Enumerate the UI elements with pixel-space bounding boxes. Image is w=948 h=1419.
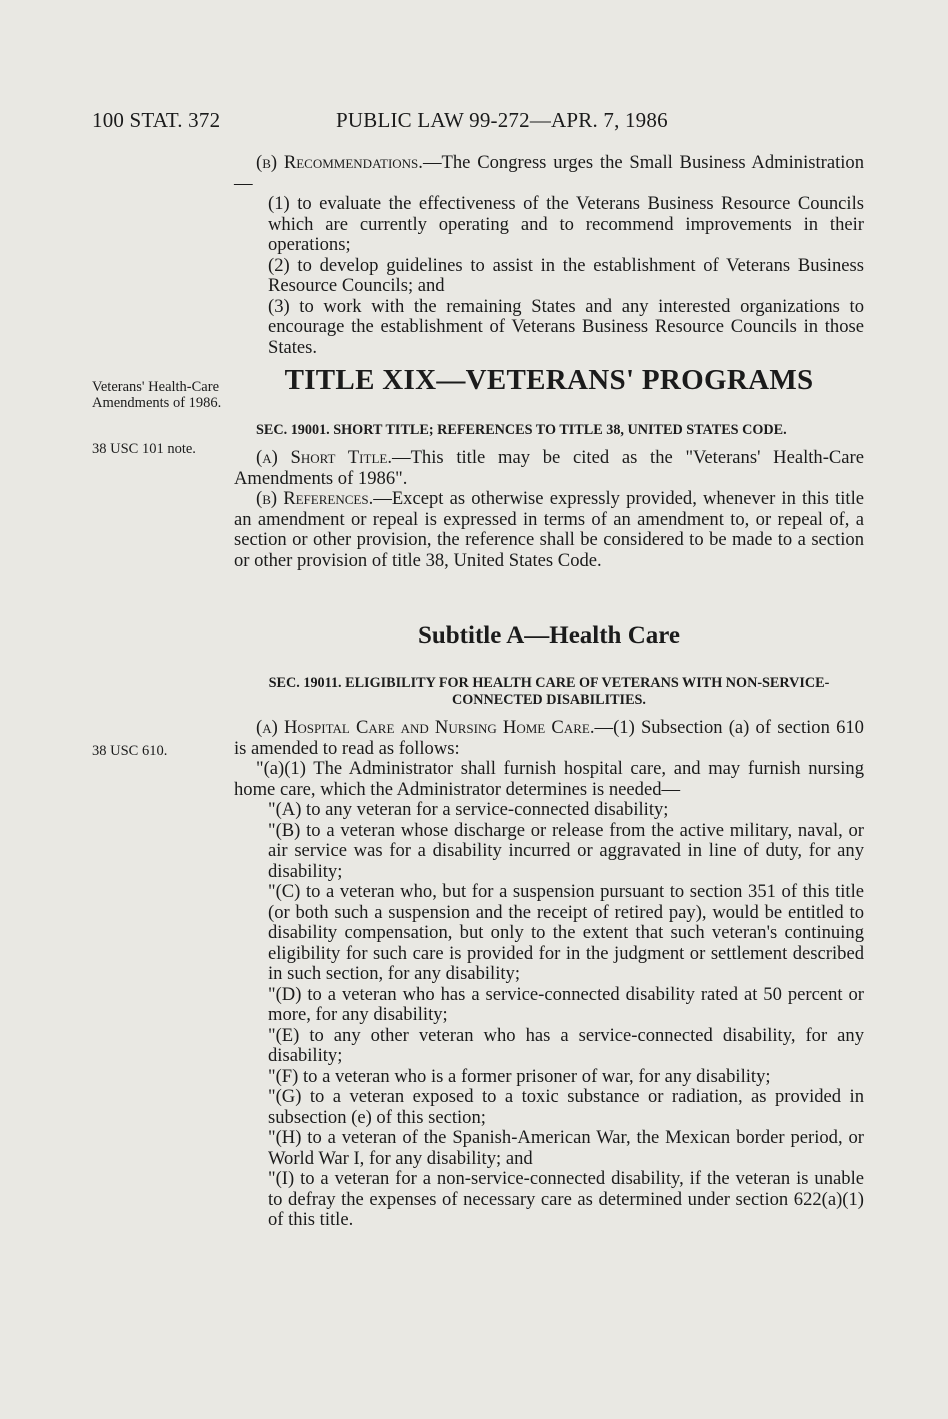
eligibility-item-i: "(I) to a veteran for a non-service-connected disability, if the veteran is unable to defray the expenses of necessary care as determined under section 622(a)(1) of this title. — [268, 1168, 864, 1230]
title-xix-heading: TITLE XIX—VETERANS' PROGRAMS — [284, 364, 814, 396]
margin-note-38-usc-610: 38 USC 610. — [92, 743, 168, 759]
recommendation-item: (3) to work with the remaining States and any interested organizations to encourage the establishment of Veterans Business Resource Councils in those States. — [268, 295, 864, 358]
sec-19011-quote-intro: "(a)(1) The Administrator shall furnish hospital care, and may furnish nursing home care, which the Administrator determines is needed— — [234, 758, 864, 800]
sec-19001-b — [234, 489, 864, 571]
eligibility-item-d: "(D) to a veteran who has a service-connected disability rated at 50 percent or more, for any disability; — [268, 983, 864, 1025]
subtitle-a-heading: Subtitle A—Health Care — [417, 622, 681, 649]
recommendation-item: (2) to develop guidelines to assist in the establishment of Veterans Business Resource Councils; and — [268, 254, 864, 296]
sec-19001-a-text: —This title may be cited as the "Veterans' Health-Care Amendments of 1986". — [234, 447, 864, 489]
recommendations-block — [234, 153, 864, 358]
sec-19011-block — [234, 675, 864, 1231]
recommendation-item: (1) to evaluate the effectiveness of the Veterans Business Resource Councils which are currently operating and to recommend improvements in their operations; — [268, 193, 864, 255]
sec-19001-a — [234, 448, 864, 489]
recommendations-intro-text: —The Congress urges the Small Business Administration— — [234, 152, 865, 194]
sec-19001-a-label: (a) Short Title. — [256, 447, 392, 468]
eligibility-item-h: "(H) to a veteran of the Spanish-American War, the Mexican border period, or World War I, for any disability; and — [268, 1127, 864, 1169]
page-running-head: PUBLIC LAW 99-272—APR. 7, 1986 — [336, 108, 668, 132]
sec-19001-block — [234, 422, 864, 571]
sec-19011-a — [234, 718, 864, 759]
eligibility-item-f: "(F) to a veteran who is a former prisoner of war, for any disability; — [268, 1065, 771, 1087]
margin-note-veterans-amendments: Veterans' Health-Care Amendments of 1986. — [92, 379, 222, 411]
eligibility-item-b: "(B) to a veteran whose discharge or release from the active military, naval, or air service was for a disability incurred or aggravated in line of duty, for any disability; — [268, 819, 864, 882]
page-stat-citation: 100 STAT. 372 — [92, 108, 221, 132]
sec-19011-a-text: —(1) Subsection (a) of section 610 is amended to read as follows: — [234, 717, 864, 759]
sec-19001-b-text: —Except as otherwise expressly provided, whenever in this title an amendment or repeal is expressed in terms of an amendment to, or repeal of, a section or other provision, the reference shall be considered to be made to a section or other provision of title 38, United States Code. — [234, 488, 864, 571]
eligibility-item-g: "(G) to a veteran exposed to a toxic substance or radiation, as provided in subsection (e) of this section; — [268, 1086, 864, 1128]
sec-19001-b-label: (b) References. — [256, 488, 374, 509]
sec-19011-a-label: (a) Hospital Care and Nursing Home Care. — [256, 717, 595, 738]
recommendations-intro — [234, 153, 864, 194]
sec-19001-heading: SEC. 19001. SHORT TITLE; REFERENCES TO TITLE 38, UNITED STATES CODE. — [256, 422, 787, 438]
recommendations-label: (b) Recommendations. — [256, 152, 423, 173]
sec-19011-heading: SEC. 19011. ELIGIBILITY FOR HEALTH CARE OF VETERANS WITH NON-SERVICE-CONNECTED DISABILITIES. — [268, 675, 830, 708]
eligibility-item-c: "(C) to a veteran who, but for a suspension pursuant to section 351 of this title (or both such a suspension and the receipt of retired pay), would be entitled to disability compensation, but only to the extent that such veteran's continuing eligibility for such care is provided for in the judgment or settlement described in such section, for any disability; — [268, 881, 864, 984]
margin-note-38-usc-101: 38 USC 101 note. — [92, 441, 196, 457]
eligibility-item-a: "(A) to any veteran for a service-connected disability; — [268, 799, 669, 820]
eligibility-item-e: "(E) to any other veteran who has a service-connected disability, for any disability; — [268, 1024, 864, 1066]
